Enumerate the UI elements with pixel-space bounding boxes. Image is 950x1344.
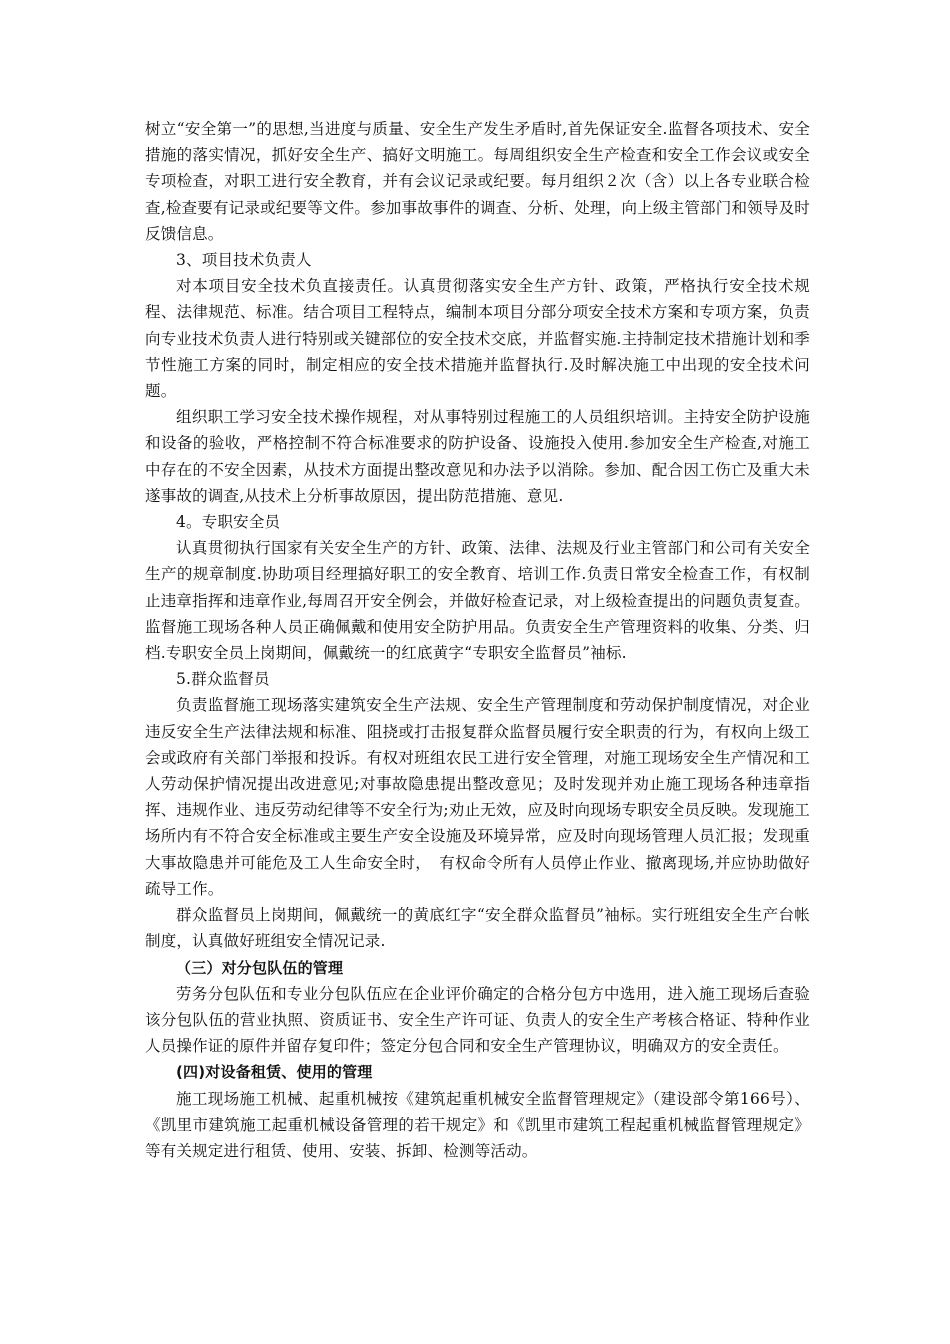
paragraph-technical-lead-duties: 对本项目安全技术负直接责任。认真贯彻落实安全生产方针、政策，严格执行安全技术规程、法律规范、标准。结合项目工程特点，编制本项目分部分项安全技术方案和专项方案，负责向专业技术负责人进行特别或关键部位的安全技术交底，并监督实施.主持制定技术措施计划和季节性施工方案的同时，制定相应的安全技术措施并监督执行.及时解决施工中出现的安全技术问题。 (145, 277, 810, 401)
heading-safety-officer: 4。专职安全员 (176, 513, 281, 532)
paragraph-safety-officer-duties: 认真贯彻执行国家有关安全生产的方针、政策、法律、法规及行业主管部门和公司有关安全生产的规章制度.协助项目经理搞好职工的安全教育、培训工作.负责日常安全检查工作，有权制止违章指挥和违章作业,每周召开安全例会，并做好检查记录，对上级检查提出的问题负责复查。监督施工现场各种人员正确佩戴和使用安全防护用品。负责安全生产管理资料的收集、分类、归档.专职安全员上岗期间，佩戴统一的红底黄字“专职安全监督员”袖标. (145, 539, 810, 663)
paragraph-equipment-leasing: 施工现场施工机械、起重机械按《建筑起重机械安全监督管理规定》（建设部令第166号）、《凯里市建筑施工起重机械设备管理的若干规定》和《凯里市建筑工程起重机械监督管理规定》等有关规定进行租赁、使用、安装、拆卸、检测等活动。 (145, 1089, 810, 1160)
heading-public-supervisor: 5.群众监督员 (176, 670, 270, 689)
heading-technical-lead: 3、项目技术负责人 (176, 251, 312, 270)
paragraph-public-supervisor-armband: 群众监督员上岗期间，佩戴统一的黄底红字“安全群众监督员”袖标。实行班组安全生产台帐制度，认真做好班组安全情况记录. (145, 906, 810, 951)
heading-equipment-leasing: (四)对设备租赁、使用的管理 (176, 1063, 373, 1082)
paragraph-technical-lead-training: 组织职工学习安全技术操作规程，对从事特别过程施工的人员组织培训。主持安全防护设施和设备的验收，严格控制不符合标准要求的防护设备、设施投入使用.参加安全生产检查,对施工中存在的不安全因素，从技术方面提出整改意见和办法予以消除。参加、配合因工伤亡及重大未遂事故的调查,从技术上分析事故原因，提出防范措施、意见. (145, 408, 810, 505)
document-body (145, 116, 810, 1164)
paragraph-safety-first: 树立“安全第一”的思想,当进度与质量、安全生产发生矛盾时,首先保证安全.监督各项技术、安全措施的落实情况，抓好安全生产、搞好文明施工。每周组织安全生产检查和安全工作会议或安全专项检查，对职工进行安全教育，并有会议记录或纪要。每月组织２次（含）以上各专业联合检查,检查要有记录或纪要等文件。参加事故事件的调查、分析、处理，向上级主管部门和领导及时反馈信息。 (145, 120, 810, 243)
paragraph-public-supervisor-duties: 负责监督施工现场落实建筑安全生产法规、安全生产管理制度和劳动保护制度情况，对企业违反安全生产法律法规和标准、阻挠或打击报复群众监督员履行安全职责的行为，有权向上级工会或政府有关部门举报和投诉。有权对班组农民工进行安全管理，对施工现场安全生产情况和工人劳动保护情况提出改进意见;对事故隐患提出整改意见；及时发现并劝止施工现场各种违章指挥、违规作业、违反劳动纪律等不安全行为;劝止无效，应及时向现场专职安全员反映。发现施工场所内有不符合安全标准或主要生产安全设施及环境异常，应及时向现场管理人员汇报；发现重大事故隐患并可能危及工人生命安全时， 有权命令所有人员停止作业、撤离现场,并应协助做好疏导工作。 (145, 696, 810, 898)
heading-subcontractor-management: （三）对分包队伍的管理 (176, 958, 344, 977)
paragraph-subcontractor-management: 劳务分包队伍和专业分包队伍应在企业评价确定的合格分包方中选用，进入施工现场后查验该分包队伍的营业执照、资质证书、安全生产许可证、负责人的安全生产考核合格证、特种作业人员操作证的原件并留存复印件；签定分包合同和安全生产管理协议，明确双方的安全责任。 (145, 984, 810, 1056)
